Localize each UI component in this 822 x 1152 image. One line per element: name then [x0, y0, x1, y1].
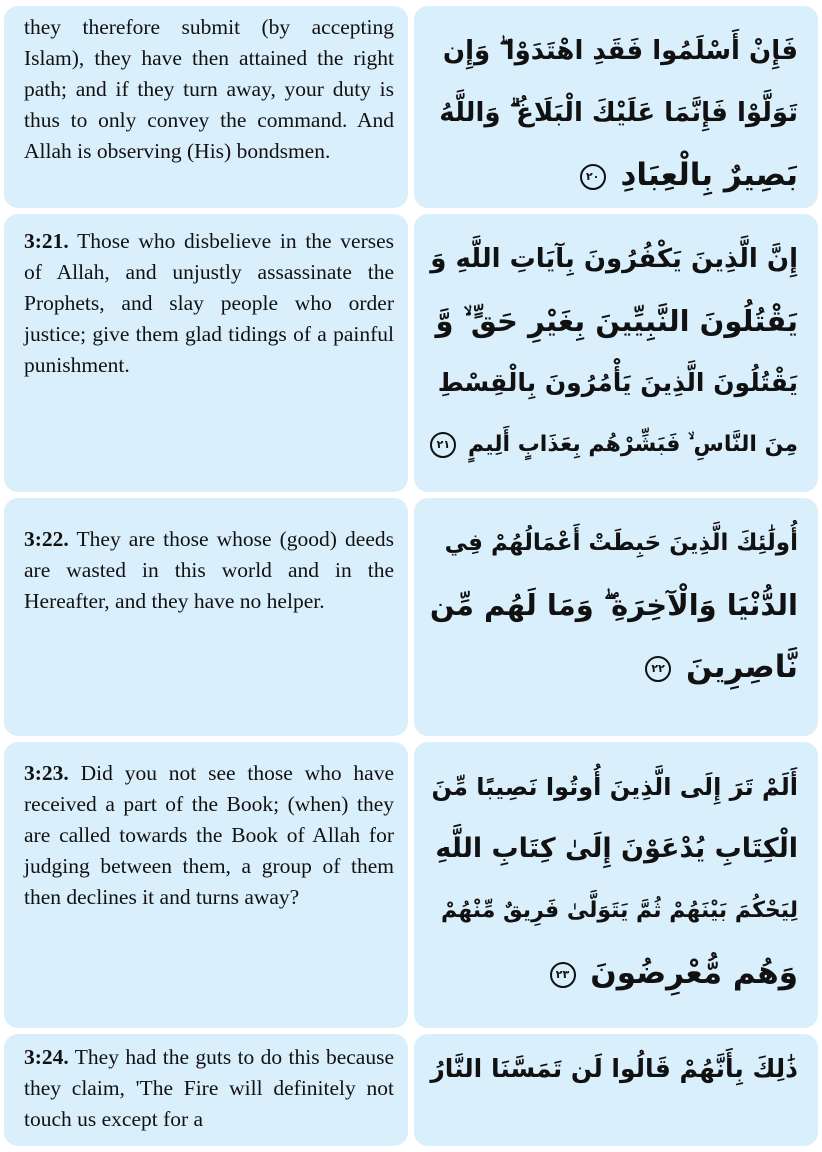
- verse-ref: 3:23.: [24, 761, 69, 785]
- arabic-line: إِنَّ الَّذِينَ يَكْفُرُونَ بِآيَاتِ اللَّهِ وَ: [430, 244, 798, 274]
- translation-text: [4, 1034, 408, 1135]
- arabic-cell: [414, 214, 818, 492]
- translation-body: They had the guts to do this because they claim, 'The Fire will definitely not touch us except for a: [24, 1045, 394, 1131]
- arabic-line: لِيَحْكُمَ بَيْنَهُمْ ثُمَّ يَتَوَلَّىٰ فَرِيقٌ مِّنْهُمْ: [440, 898, 798, 923]
- verse-number-marker: ٢١: [430, 432, 456, 458]
- arabic-line: تَوَلَّوْا فَإِنَّمَا عَلَيْكَ الْبَلَاغُ ۗ وَاللَّهُ: [439, 98, 798, 128]
- translation-body: Did you not see those who have received a part of the Book; (when) they are called towards the Book of Allah for judging between them, a group of them then declines it and turns away?: [24, 761, 395, 909]
- translation-text: [4, 6, 408, 167]
- arabic-line: الْكِتَابِ يُدْعَوْنَ إِلَىٰ كِتَابِ اللَّهِ: [435, 833, 798, 864]
- arabic-line: [430, 414, 798, 476]
- arabic-cell: [414, 1034, 818, 1146]
- translation-cell: [4, 1034, 408, 1146]
- arabic-line-text: نَّاصِرِينَ: [685, 649, 798, 685]
- verse-number-marker: ٢٣: [550, 962, 576, 988]
- arabic-line: [430, 144, 798, 206]
- arabic-text: [414, 1034, 818, 1100]
- translation-cell: [4, 214, 408, 492]
- arabic-line: [430, 636, 798, 698]
- arabic-line: [430, 942, 798, 1004]
- arabic-line: يَقْتُلُونَ الَّذِينَ يَأْمُرُونَ بِالْقِسْطِ: [437, 368, 798, 397]
- arabic-text: [414, 6, 818, 206]
- translation-text: [4, 742, 408, 913]
- translation-body: they therefore submit (by accepting Islam), they have then attained the right path; and if they turn away, your duty is thus to only convey the command. And Allah is observing (His) bondsmen.: [24, 15, 394, 163]
- arabic-cell: [414, 742, 818, 1028]
- arabic-text: [414, 742, 818, 1004]
- translation-text: [4, 214, 408, 381]
- verse-ref: 3:24.: [24, 1045, 69, 1069]
- translation-cell: [4, 6, 408, 208]
- arabic-line-text: بَصِيرٌ بِالْعِبَادِ: [620, 157, 798, 193]
- translation-cell: [4, 742, 408, 1028]
- arabic-line: ذَٰلِكَ بِأَنَّهُمْ قَالُوا لَن تَمَسَّنَا النَّارُ: [430, 1054, 798, 1083]
- verse-ref: 3:21.: [24, 229, 69, 253]
- translation-cell: [4, 498, 408, 736]
- translation-body: They are those whose (good) deeds are wasted in this world and in the Hereafter, and they have no helper.: [24, 527, 394, 613]
- arabic-text: [414, 214, 818, 476]
- arabic-cell: [414, 498, 818, 736]
- arabic-line: أَلَمْ تَرَ إِلَى الَّذِينَ أُوتُوا نَصِيبًا مِّنَ: [431, 773, 798, 801]
- arabic-text: [414, 498, 818, 698]
- arabic-cell: [414, 6, 818, 208]
- verse-ref: 3:22.: [24, 527, 69, 551]
- arabic-line: الدُّنْيَا وَالْآخِرَةِ ۖ وَمَا لَهُم مِّن: [429, 588, 798, 622]
- verse-number-marker: ٢٢: [645, 656, 671, 682]
- verse-number-marker: ٢٠: [580, 164, 606, 190]
- arabic-line: فَإِنْ أَسْلَمُوا فَقَدِ اهْتَدَوْا ۖ وَإِن: [442, 36, 798, 66]
- translation-text: [4, 498, 408, 617]
- arabic-line-text: وَهُم مُّعْرِضُونَ: [590, 955, 798, 991]
- arabic-line-text: مِنَ النَّاسِ ۙ فَبَشِّرْهُم بِعَذَابٍ أَلِيمٍ: [468, 432, 798, 457]
- arabic-line: أُولَٰئِكَ الَّذِينَ حَبِطَتْ أَعْمَالُهُمْ فِي: [444, 530, 798, 556]
- arabic-line: يَقْتُلُونَ النَّبِيِّينَ بِغَيْرِ حَقٍّ ۙ وَّ: [435, 304, 798, 338]
- translation-body: Those who disbelieve in the verses of Allah, and unjustly assassinate the Prophets, and slay people who order justice; give them glad tidings of a painful punishment.: [24, 229, 394, 377]
